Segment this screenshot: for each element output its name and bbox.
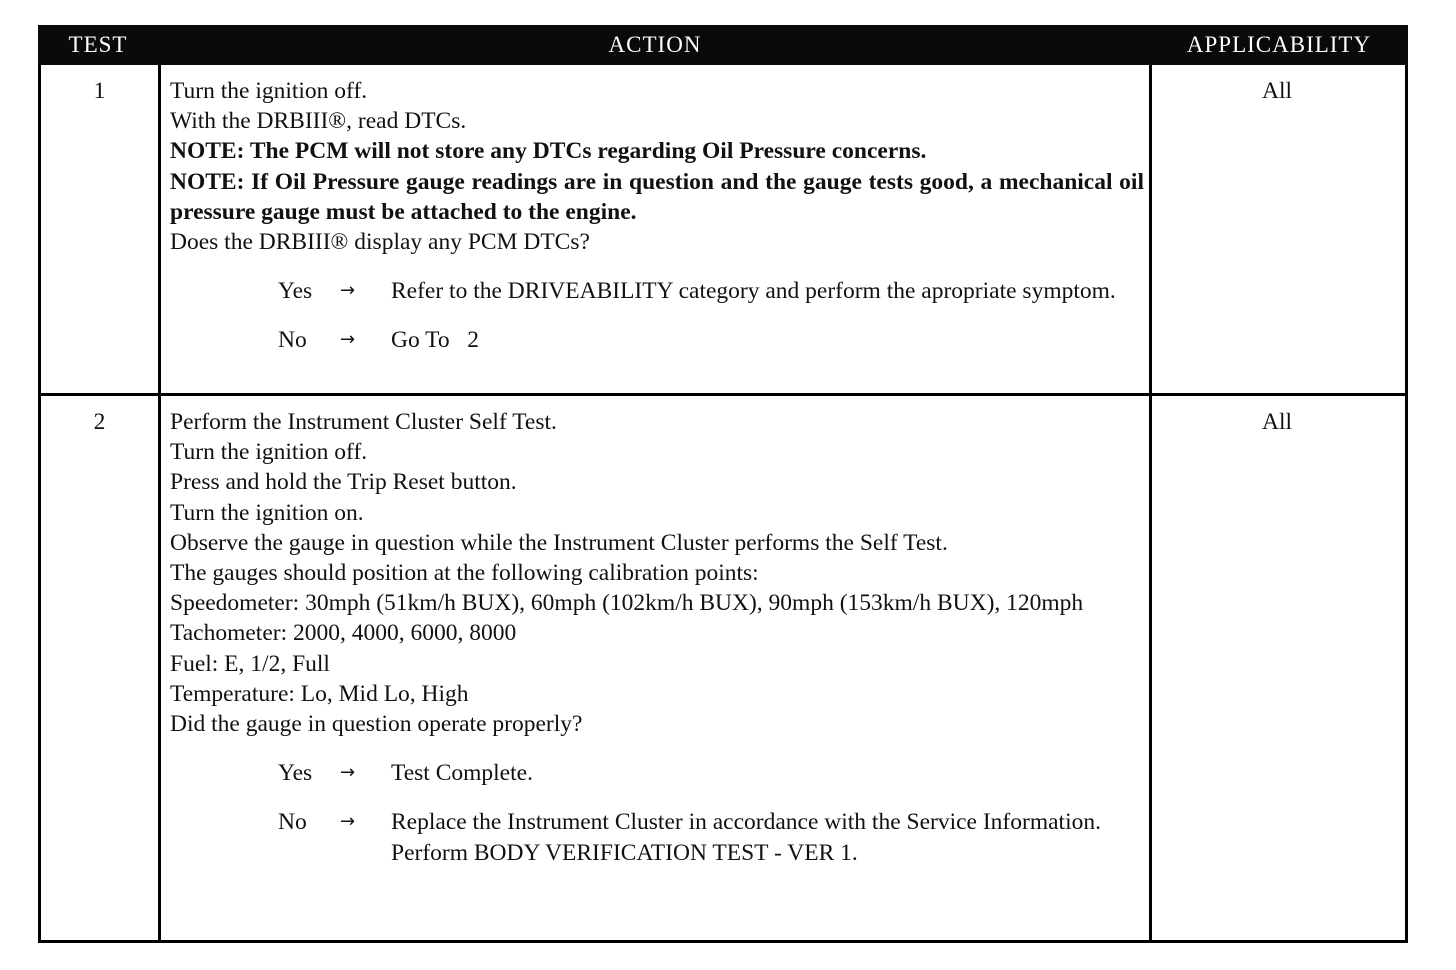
column-divider xyxy=(1149,65,1152,940)
test-number-2: 2 xyxy=(93,409,106,435)
action-line: Perform the Instrument Cluster Self Test. xyxy=(170,409,557,435)
note-line: NOTE: If Oil Pressure gauge readings are in question and the gauge tests good, a mechanical oil pressure gauge must be attached to the engine. xyxy=(170,168,1144,225)
diagnostic-test-table xyxy=(38,25,1408,943)
note-line: NOTE: The PCM will not store any DTCs regarding Oil Pressure concerns. xyxy=(170,138,927,165)
no-label: No xyxy=(278,327,307,354)
action-cell-1 xyxy=(170,76,1144,356)
arrow-icon: → xyxy=(340,280,356,302)
action-line: Turn the ignition on. xyxy=(170,499,364,526)
action-line: Turn the ignition off. xyxy=(170,439,368,466)
column-divider xyxy=(158,65,161,940)
no-text: Replace the Instrument Cluster in accordance with the Service Information. xyxy=(391,809,1101,836)
no-text-2: Perform BODY VERIFICATION TEST - VER 1. xyxy=(391,839,858,866)
no-label: No xyxy=(278,809,307,836)
yes-label: Yes xyxy=(278,278,313,305)
applicability-1: All xyxy=(1261,78,1293,104)
action-line: Press and hold the Trip Reset button. xyxy=(170,469,517,496)
no-response xyxy=(170,325,1144,355)
action-line: Temperature: Lo, Mid Lo, High xyxy=(170,680,469,707)
table-header xyxy=(38,25,1408,65)
arrow-icon: → xyxy=(340,811,356,833)
header-applicability: APPLICABILITY xyxy=(1186,32,1372,57)
yes-text: Test Complete. xyxy=(391,760,533,787)
action-line: Fuel: E, 1/2, Full xyxy=(170,650,330,677)
applicability-2: All xyxy=(1261,409,1293,435)
row-divider xyxy=(41,393,1405,396)
action-line: With the DRBIII®, read DTCs. xyxy=(170,108,467,135)
yes-response xyxy=(170,276,1144,306)
no-text: Go To 2 xyxy=(391,327,480,354)
action-line: Speedometer: 30mph (51km/h BUX), 60mph (102km/h BUX), 90mph (153km/h BUX), 120mph xyxy=(170,590,1084,617)
arrow-icon: → xyxy=(340,329,356,351)
action-cell-2 xyxy=(170,407,1144,868)
yes-label: Yes xyxy=(278,760,313,787)
action-line: Observe the gauge in question while the Instrument Cluster performs the Self Test. xyxy=(170,529,948,556)
question-line: Does the DRBIII® display any PCM DTCs? xyxy=(170,229,590,256)
header-test: TEST xyxy=(68,32,128,57)
test-number-1: 1 xyxy=(93,78,106,104)
action-line: Tachometer: 2000, 4000, 6000, 8000 xyxy=(170,620,517,647)
action-line: The gauges should position at the following calibration points: xyxy=(170,560,759,587)
yes-text: Refer to the DRIVEABILITY category and perform the apropriate symptom. xyxy=(391,278,1116,305)
header-action: ACTION xyxy=(608,32,702,57)
arrow-icon: → xyxy=(340,762,356,784)
no-response xyxy=(170,807,1144,867)
yes-response xyxy=(170,758,1144,788)
question-line: Did the gauge in question operate properly? xyxy=(170,711,583,738)
action-line: Turn the ignition off. xyxy=(170,78,368,104)
